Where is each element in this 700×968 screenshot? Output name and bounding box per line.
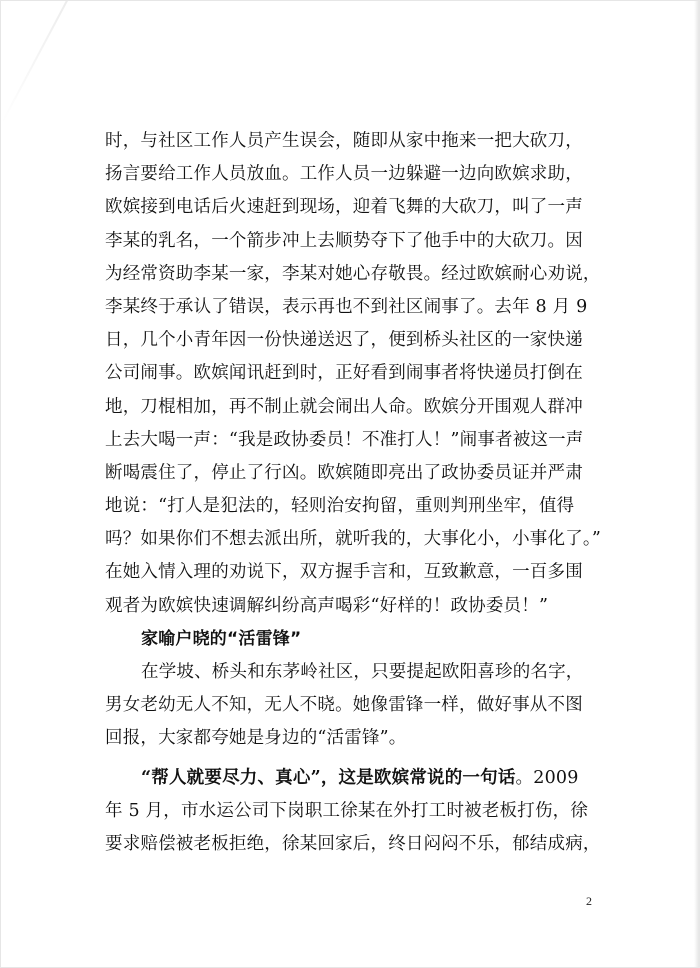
body-line: 在她入情入理的劝说下，双方握手言和，互致歉意，一百多围 <box>105 562 583 583</box>
section-heading: 家喻户晓的“活雷锋” <box>141 628 302 649</box>
body-line: 回报，大家都夸她是身边的“活雷锋”。 <box>105 728 407 749</box>
page-edge-shadow <box>694 1 699 968</box>
body-line: 年 5 月，市水运公司下岗职工徐某在外打工时被老板打伤，徐 <box>105 800 589 821</box>
quote-trailing-text: 。2009 <box>515 767 579 788</box>
bold-quote: “帮人就要尽力、真心”，这是欧嫔常说的一句话 <box>141 767 516 788</box>
body-line: 观者为欧嫔快速调解纠纷高声喝彩“好样的！政协委员！” <box>105 595 549 616</box>
body-line: 男女老幼无人不知，无人不晓。她像雷锋一样，做好事从不图 <box>105 695 583 716</box>
page-number: 2 <box>586 894 592 908</box>
body-line: 为经常资助李某一家，李某对她心存敬畏。经过欧嫔耐心劝说， <box>105 263 601 284</box>
body-line: 李某终于承认了错误，表示再也不到社区闹事了。去年 8 月 9 <box>105 296 588 317</box>
body-line: 日，几个小青年因一份快递送迟了，便到桥头社区的一家快递 <box>105 330 583 351</box>
body-line: 在学坡、桥头和东茅岭社区，只要提起欧阳喜珍的名字， <box>141 662 584 682</box>
body-line: 地说：“打人是犯法的，轻则治安拘留，重则判刑坐牢，值得 <box>105 496 575 517</box>
body-line: 断喝震住了，停止了行凶。欧嫔随即亮出了政协委员证并严肃 <box>105 462 583 483</box>
body-line-with-quote <box>105 762 610 795</box>
scan-fold-mark <box>1 0 73 124</box>
body-line: 欧嫔接到电话后火速赶到现场，迎着飞舞的大砍刀，叫了一声 <box>105 197 583 218</box>
document-body <box>105 125 610 861</box>
body-line: 地，刀棍相加，再不制止就会闹出人命。欧嫔分开围观人群冲 <box>105 396 583 417</box>
body-line: 上去大喝一声：“我是政协委员！不准打人！”闹事者被这一声 <box>105 429 584 450</box>
body-line: 扬言要给工作人员放血。工作人员一边躲避一边向欧嫔求助， <box>105 164 583 185</box>
body-line: 时，与社区工作人员产生误会，随即从家中拖来一把大砍刀， <box>105 131 583 151</box>
body-line: 公司闹事。欧嫔闻讯赶到时，正好看到闹事者将快递员打倒在 <box>105 363 583 384</box>
body-line: 吗？如果你们不想去派出所，就听我的，大事化小，小事化了。” <box>105 529 601 550</box>
body-line: 要求赔偿被老板拒绝，徐某回家后，终日闷闷不乐，郁结成病， <box>105 833 601 854</box>
body-line: 李某的乳名，一个箭步冲上去顺势夺下了他手中的大砍刀。因 <box>105 230 583 251</box>
